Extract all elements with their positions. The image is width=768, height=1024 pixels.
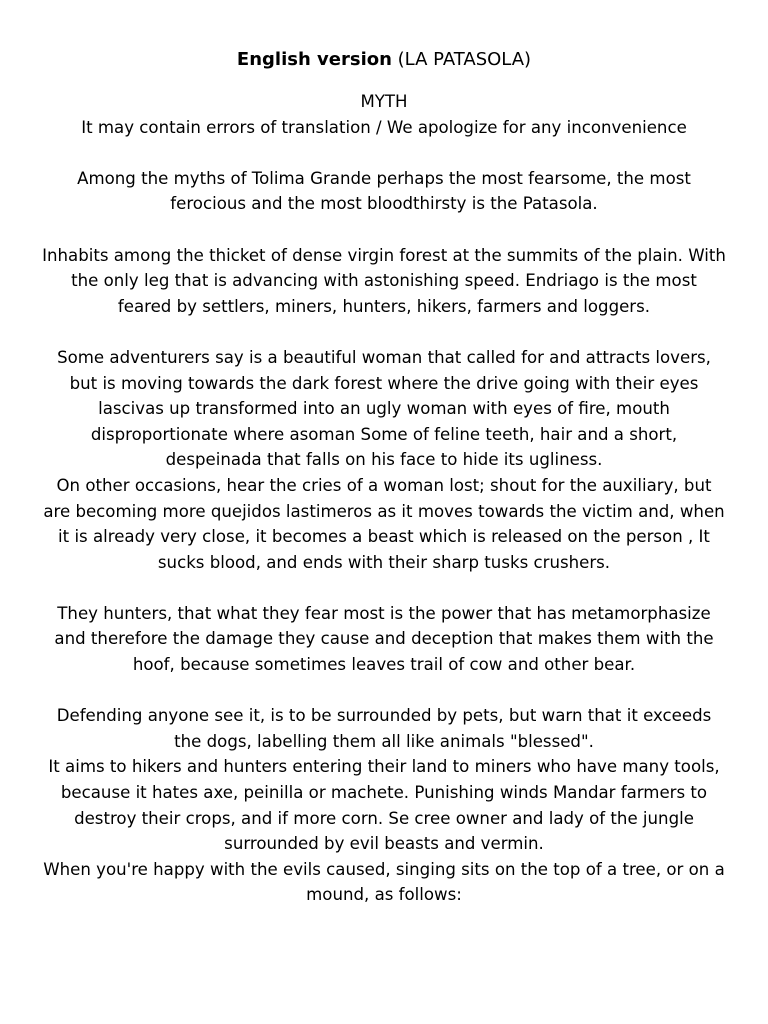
- paragraph-spacer: [42, 678, 726, 704]
- paragraph-other-occasions: On other occasions, hear the cries of a woman lost; shout for the auxiliary, but are becoming more quejidos lastimeros as it moves towards the victim and, when it is already very close, it becomes a beast which is released on the person , It sucks blood, and ends with their sharp tusks crushers.: [43, 475, 725, 572]
- paragraph-spacer: [42, 140, 726, 166]
- paragraph-habitat: Inhabits among the thicket of dense virgin forest at the summits of the plain. With the only leg that is advancing with astonishing speed. Endriago is the most feared by settlers, miners, hunters, hikers, farmers and loggers.: [42, 245, 726, 316]
- paragraph-singing: When you're happy with the evils caused, singing sits on the top of a tree, or on a mound, as follows:: [43, 859, 725, 905]
- paragraph-spacer: [42, 575, 726, 601]
- paragraph-disclaimer: It may contain errors of translation / We apologize for any inconvenience: [81, 117, 687, 137]
- paragraph-intro: Among the myths of Tolima Grande perhaps the most fearsome, the most ferocious and the most bloodthirsty is the Patasola.: [77, 168, 691, 214]
- title-bold: English version: [236, 49, 392, 70]
- paragraph-aims: It aims to hikers and hunters entering their land to miners who have many tools, because it hates axe, peinilla or machete. Punishing winds Mandar farmers to destroy their crops, and if more corn. Se cree owner and lady of the jungle surrounded by evil beasts and vermin.: [48, 757, 720, 854]
- paragraph-myth: MYTH: [360, 92, 408, 111]
- document-body: [42, 89, 726, 908]
- title-rest: (LA PATASOLA): [391, 49, 532, 70]
- paragraph-adventurers: Some adventurers say is a beautiful woman that called for and attracts lovers, but is moving towards the dark forest where the drive going with their eyes lascivas up transformed into an ugly woman with eyes of fire, mouth disproportionate where asoman Some of feline teeth, hair and a short, despeinada that falls on his face to hide its ugliness.: [57, 347, 711, 470]
- document-title: [0, 46, 768, 74]
- paragraph-hunters: They hunters, that what they fear most is the power that has metamorphasize and therefore the damage they cause and deception that makes them with the hoof, because sometimes leaves trail of cow and other bear.: [54, 603, 714, 675]
- paragraph-spacer: [42, 319, 726, 345]
- paragraph-defending: Defending anyone see it, is to be surrounded by pets, but warn that it exceeds the dogs, labelling them all like animals "blessed".: [56, 706, 712, 751]
- paragraph-spacer: [42, 217, 726, 243]
